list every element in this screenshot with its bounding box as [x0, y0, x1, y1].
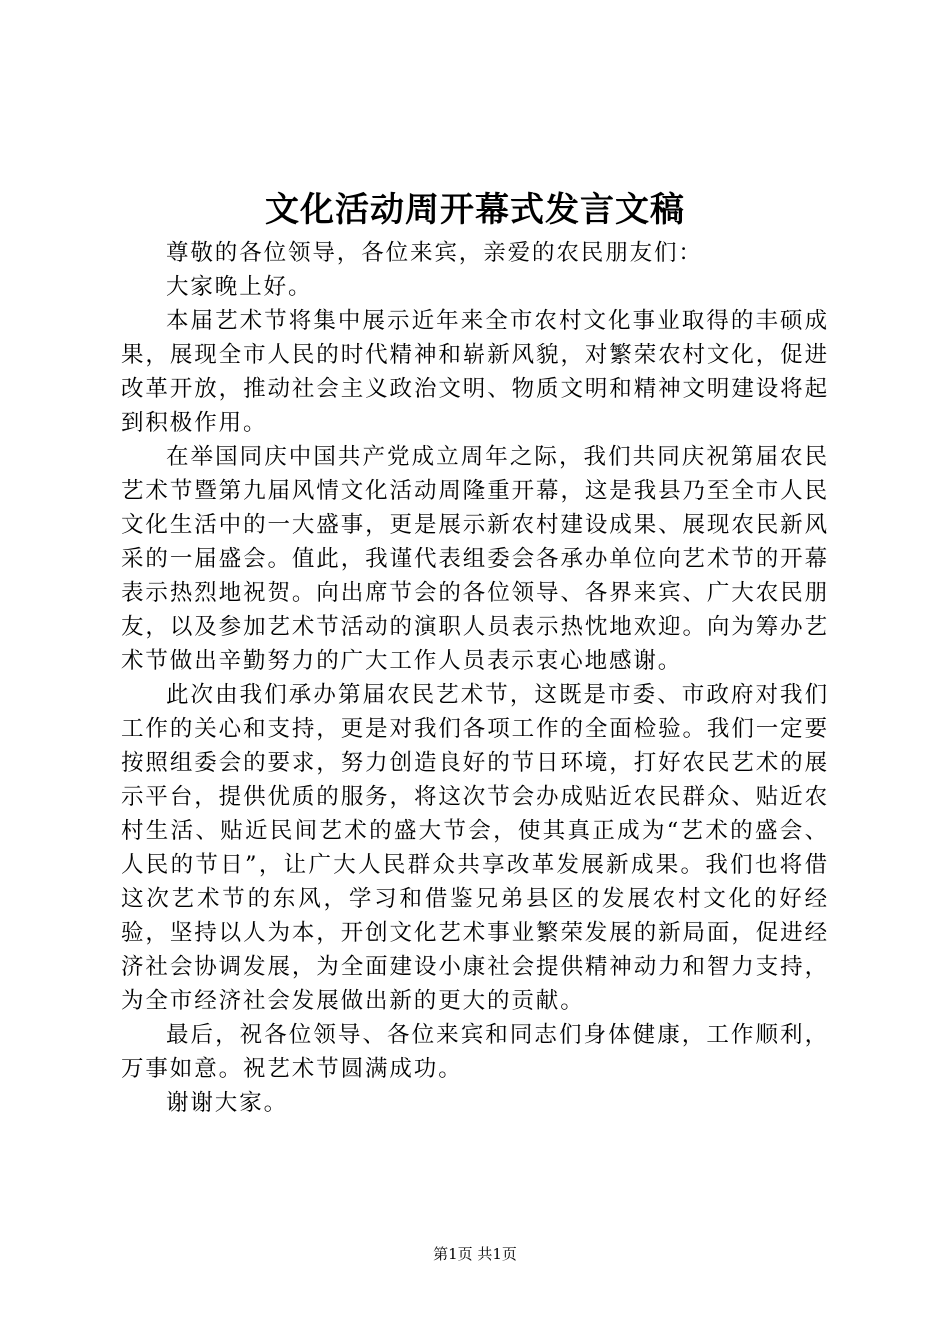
closing-paragraph: 最后，祝各位领导、各位来宾和同志们身体健康，工作顺利，万事如意。祝艺术节圆满成功。 — [121, 1022, 829, 1082]
document-title: 文化活动周开幕式发言文稿 — [265, 190, 685, 230]
page-number-footer: 第1页 共1页 — [433, 1245, 517, 1263]
body-paragraph: 本届艺术节将集中展示近年来全市农村文化事业取得的丰硕成果，展现全市人民的时代精神和崭新风貌，对繁荣农村文化，促进改革开放，推动社会主义政治文明、物质文明和精神文明建设将起到积极作用。 — [121, 308, 829, 436]
thanks-paragraph: 谢谢大家。 — [166, 1090, 289, 1116]
body-paragraph: 在举国同庆中国共产党成立周年之际，我们共同庆祝第届农民艺术节暨第九届风情文化活动周隆重开幕，这是我县乃至全市人民文化生活中的一大盛事，更是展示新农村建设成果、展现农民新风采的一届盛会。值此，我谨代表组委会各承办单位向艺术节的开幕表示热烈地祝贺。向出席节会的各位领导、各界来宾、广大农民朋友，以及参加艺术节活动的演职人员表示热忱地欢迎。向为筹办艺术节做出辛勤努力的广大工作人员表示衷心地感谢。 — [121, 444, 829, 674]
document-body — [121, 236, 829, 1120]
body-paragraph: 此次由我们承办第届农民艺术节，这既是市委、市政府对我们工作的关心和支持，更是对我们各项工作的全面检验。我们一定要按照组委会的要求，努力创造良好的节日环境，打好农民艺术的展示平台，提供优质的服务，将这次节会办成贴近农民群众、贴近农村生活、贴近民间艺术的盛大节会，使其真正成为“艺术的盛会、人民的节日”，让广大人民群众共享改革发展新成果。我们也将借这次艺术节的东风，学习和借鉴兄弟县区的发展农村文化的好经验，坚持以人为本，开创文化艺术事业繁荣发展的新局面，促进经济社会协调发展，为全面建设小康社会提供精神动力和智力支持，为全市经济社会发展做出新的更大的贡献。 — [121, 682, 829, 1014]
salutation-paragraph: 尊敬的各位领导，各位来宾，亲爱的农民朋友们： — [166, 240, 703, 266]
greeting-paragraph: 大家晚上好。 — [166, 274, 313, 300]
